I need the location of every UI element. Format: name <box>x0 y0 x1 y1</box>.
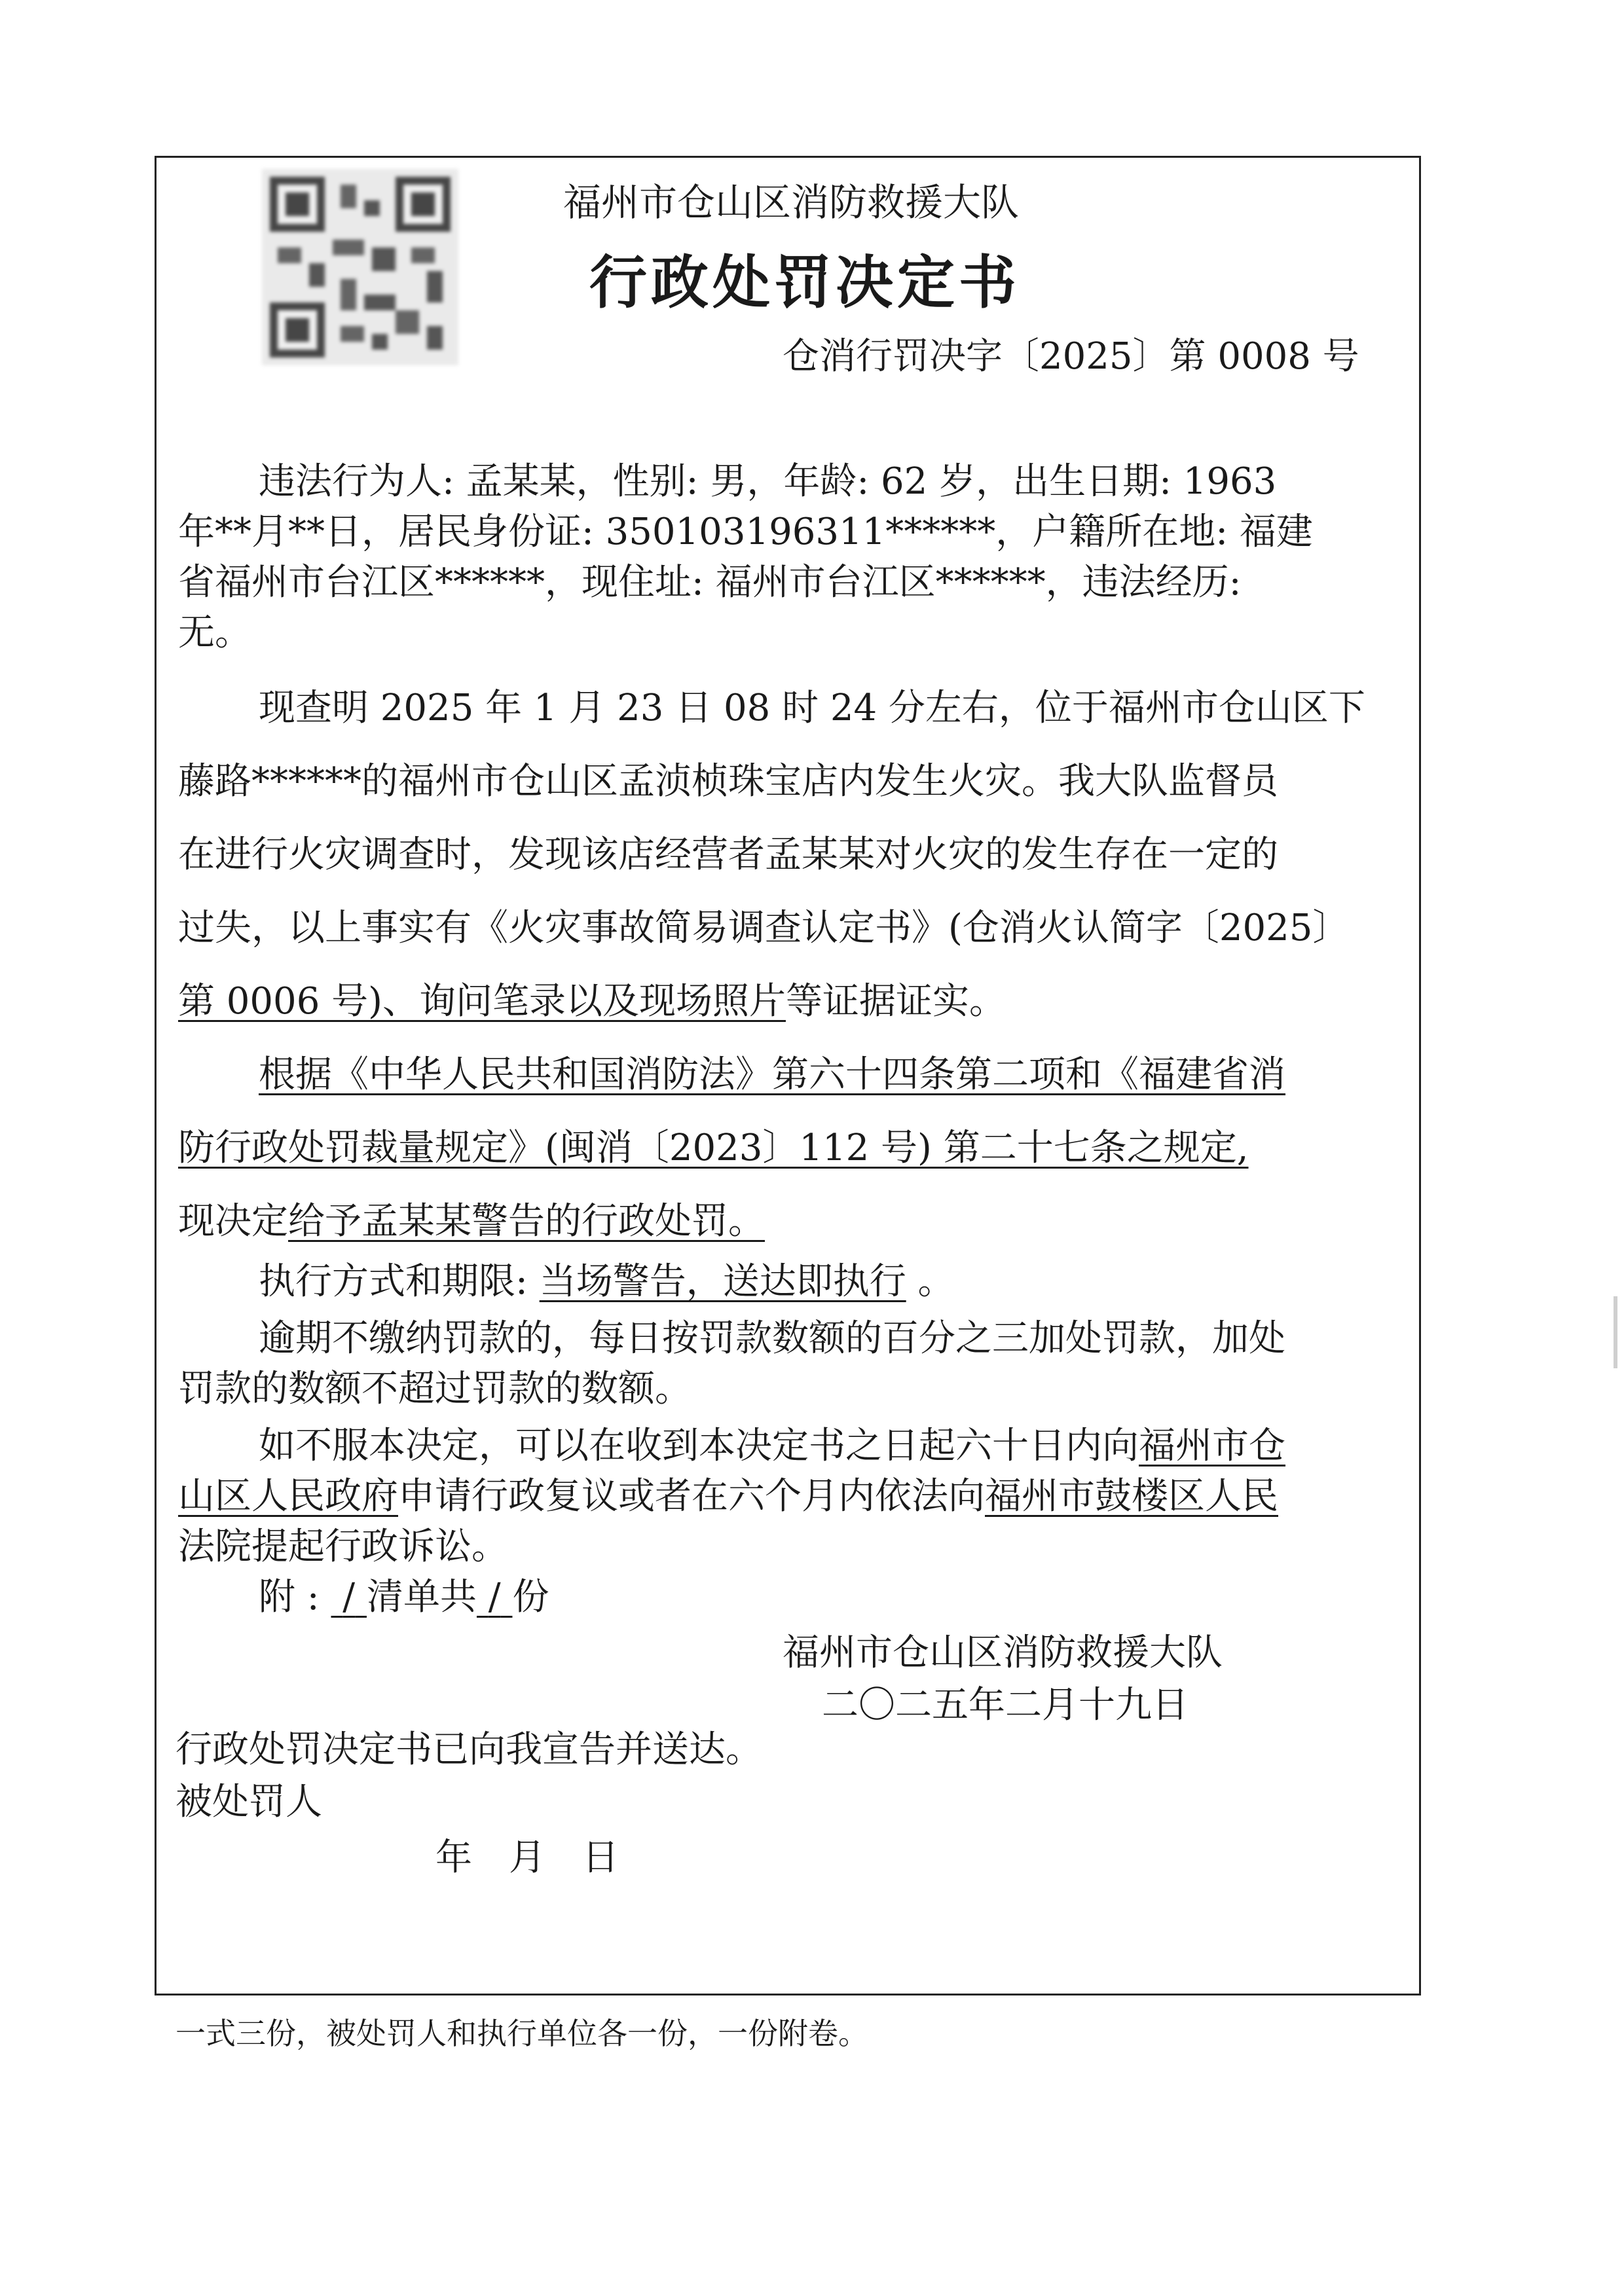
execution-value: 当场警告，送达即执行 <box>539 1260 906 1303</box>
document-number: 仓消行罚决字〔2025〕第 0008 号 <box>783 335 1359 378</box>
appeal-line-2 <box>178 1475 1278 1518</box>
qr-code-graphic <box>262 169 458 365</box>
offender-line-2: 年**月**日，居民身份证: 350103196311******，户籍所在地: 福建 <box>178 511 1313 553</box>
attachment-count-1: / <box>342 1576 356 1618</box>
appeal-authority-2: 山区人民政府 <box>178 1475 398 1518</box>
appeal-line-1 <box>259 1425 1285 1467</box>
appeal-text-1: 如不服本决定，可以在收到本决定书之日起六十日内向 <box>259 1425 1139 1467</box>
execution-end: 。 <box>917 1260 955 1303</box>
appeal-line-3: 法院提起行政诉讼。 <box>178 1525 508 1568</box>
overdue-line-1: 逾期不缴纳罚款的，每日按罚款数额的百分之三加处罚款，加处 <box>259 1317 1285 1360</box>
qr-code <box>262 169 458 365</box>
basis-law-2: 防行政处罚裁量规定》(闽消〔2023〕112 号) 第二十七条之规定, <box>178 1127 1249 1169</box>
offender-line-4: 无。 <box>178 611 251 654</box>
overdue-line-2: 罚款的数额不超过罚款的数额。 <box>178 1368 692 1410</box>
facts-line-5 <box>178 980 1006 1023</box>
attachment-count-2: / <box>488 1576 501 1618</box>
scan-edge-mark <box>1614 1296 1617 1368</box>
receipt-statement: 行政处罚决定书已向我宣告并送达。 <box>175 1728 762 1771</box>
basis-law-1: 根据《中华人民共和国消防法》第六十四条第二项和《福建省消 <box>259 1053 1285 1096</box>
execution-line <box>259 1260 955 1303</box>
offender-line-3: 省福州市台江区******，现住址: 福州市台江区******，违法经历: <box>178 561 1242 604</box>
appeal-text-2: 申请行政复议或者在六个月内依法向 <box>398 1475 985 1518</box>
attachment-label: 附 : <box>259 1576 320 1618</box>
basis-decision-label: 现决定 <box>178 1200 288 1243</box>
facts-evidence: 第 0006 号)、询问笔录以及现场照片 <box>178 980 786 1023</box>
facts-line-4: 过失，以上事实有《火灾事故简易调查认定书》(仓消火认简字〔2025〕 <box>178 907 1350 949</box>
receipt-date-template: 年 月 日 <box>435 1836 619 1879</box>
basis-line-3 <box>178 1200 765 1243</box>
basis-decision: 给予孟某某警告的行政处罚。 <box>288 1200 765 1243</box>
document-title: 行政处罚决定书 <box>589 248 1021 316</box>
receipt-recipient-label: 被处罚人 <box>175 1781 322 1823</box>
signature-date: 二〇二五年二月十九日 <box>822 1684 1189 1726</box>
signature-agency: 福州市仓山区消防救援大队 <box>783 1631 1223 1674</box>
attachment-line <box>259 1576 549 1618</box>
footnote: 一式三份，被处罚人和执行单位各一份，一份附卷。 <box>175 2016 868 2051</box>
basis-line-1 <box>259 1053 1285 1096</box>
appeal-court: 福州市鼓楼区人民 <box>985 1475 1278 1518</box>
attachment-mid: 清单共 <box>366 1576 477 1618</box>
appeal-authority-1: 福州市仓 <box>1139 1425 1285 1467</box>
basis-line-2 <box>178 1127 1249 1169</box>
facts-line-1: 现查明 2025 年 1 月 23 日 08 时 24 分左右，位于福州市仓山区下 <box>259 687 1365 729</box>
offender-line-1: 违法行为人: 孟某某，性别: 男，年龄: 62 岁，出生日期: 1963 <box>259 460 1277 503</box>
facts-line-2: 藤路******的福州市仓山区孟浈桢珠宝店内发生火灾。我大队监督员 <box>178 760 1278 803</box>
attachment-unit: 份 <box>512 1576 549 1618</box>
facts-line-3: 在进行火灾调查时，发现该店经营者孟某某对火灾的发生存在一定的 <box>178 833 1278 876</box>
agency-name: 福州市仓山区消防救援大队 <box>563 180 1020 225</box>
facts-conclusion: 等证据证实。 <box>785 980 1006 1023</box>
execution-label: 执行方式和期限: <box>259 1260 528 1303</box>
